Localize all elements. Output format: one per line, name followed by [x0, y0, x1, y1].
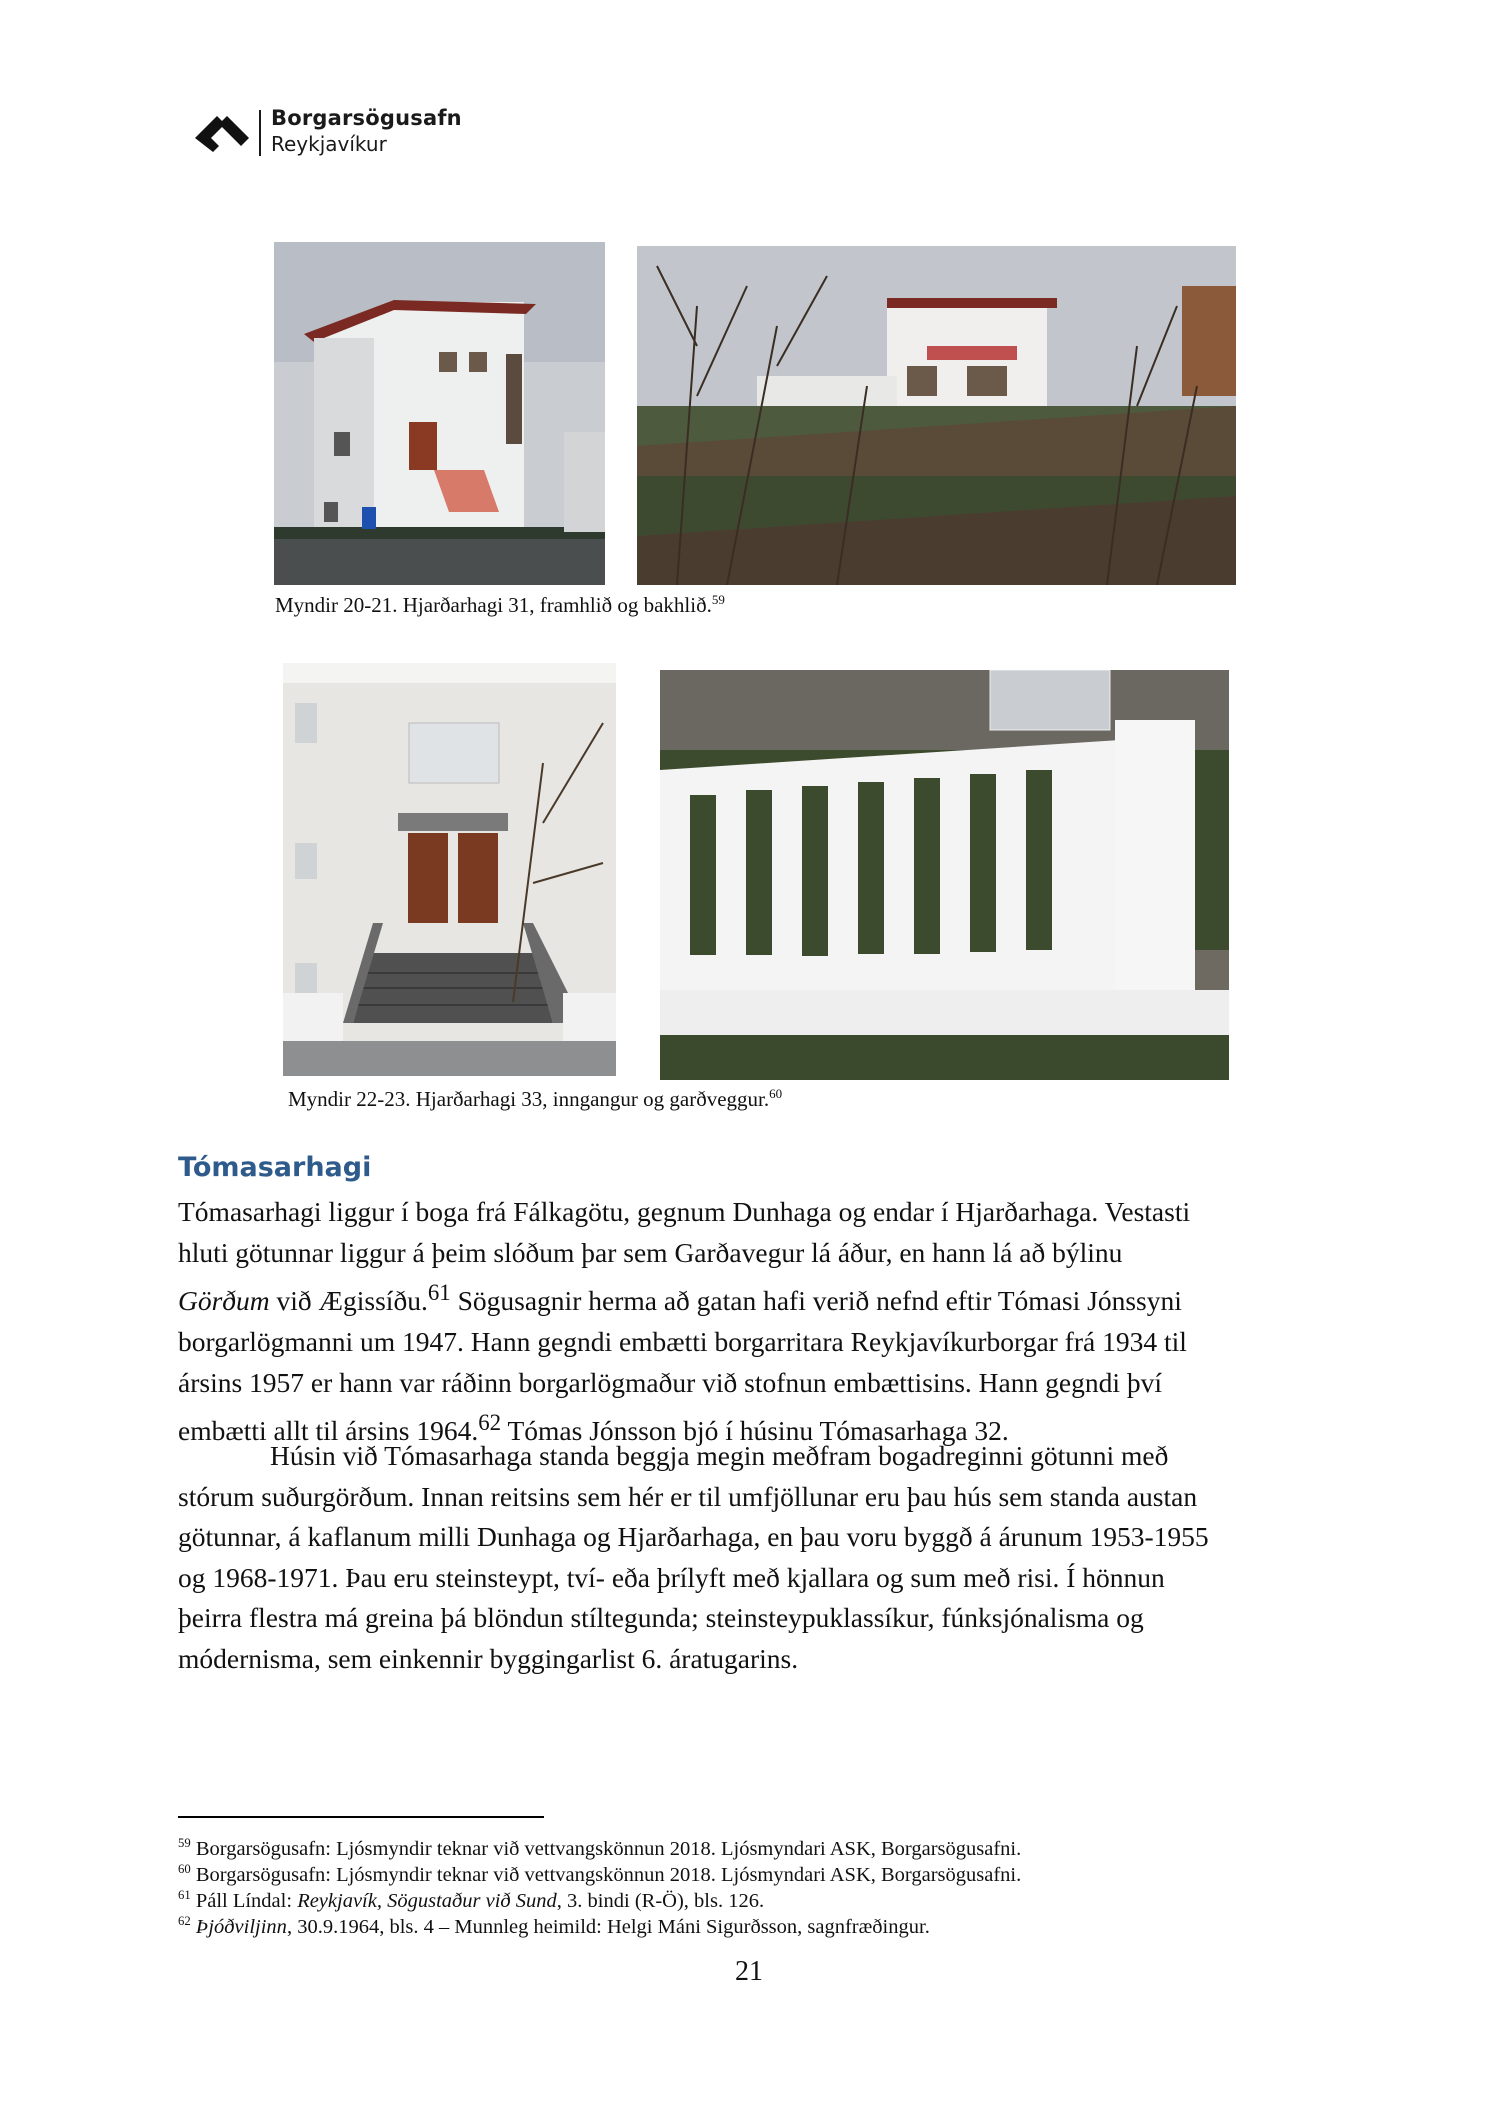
photo-hjardarhagi-33-garden-wall	[660, 670, 1229, 1080]
section-heading: Tómasarhagi	[178, 1152, 372, 1183]
text-fragment: Tómas Jónsson bjó í húsinu Tómasarhaga 32.	[501, 1415, 1009, 1447]
photo-hjardarhagi-31-front	[274, 242, 605, 585]
logo-org-city: Reykjavíkur	[271, 132, 387, 156]
paragraph-1	[178, 1192, 1318, 1452]
footnote-number: 61	[178, 1888, 191, 1903]
text-line: og 1968-1971. Þau eru steinsteypt, tví- eða þrílyft með kjallara og sum með risi. Í hönnun	[178, 1561, 1165, 1593]
text-line: ársins 1957 er hann var ráðinn borgarlögmaður við stofnun embættisins. Hann gegndi því	[178, 1366, 1162, 1398]
text-fragment: embætti allt til ársins 1964.	[178, 1415, 479, 1447]
text-line: hluti götunnar liggur á þeim slóðum þar sem Garðavegur lá áður, en hann lá að býlinu	[178, 1236, 1123, 1268]
text-fragment: við Ægissíðu.	[269, 1285, 428, 1317]
museum-logo	[195, 104, 475, 162]
caption-text: Myndir 22-23. Hjarðarhagi 33, inngangur og garðveggur.	[288, 1087, 770, 1111]
footnote-text: Borgarsögusafn: Ljósmyndir teknar við vettvangskönnun 2018. Ljósmyndari ASK, Borgarsögusafni.	[195, 1838, 1022, 1860]
footnote-60	[178, 1864, 1021, 1887]
figure-caption-22-23	[288, 1087, 782, 1112]
footnote-number: 62	[178, 1914, 191, 1929]
text-line: módernisma, sem einkennir byggingarlist 6. áratugarins.	[178, 1642, 799, 1674]
footnote-ref[interactable]: 59	[711, 592, 725, 607]
logo-mark-icon	[195, 108, 253, 156]
footnote-ref[interactable]: 62	[478, 1410, 502, 1436]
caption-text: Myndir 20-21. Hjarðarhagi 31, framhlið og bakhlið.	[275, 593, 712, 617]
footnote-ref[interactable]: 60	[769, 1086, 783, 1101]
logo-org-name: Borgarsögusafn	[271, 106, 462, 130]
text-fragment: Sögusagnir herma að gatan hafi verið nefnd eftir Tómasi Jónssyni	[450, 1285, 1182, 1317]
footnote-separator	[178, 1816, 544, 1818]
footnote-62	[178, 1916, 930, 1939]
footnote-59	[178, 1838, 1021, 1861]
footnote-text: Páll Líndal:	[195, 1890, 298, 1912]
footnote-newspaper-title: Þjóðviljinn	[195, 1916, 287, 1938]
footnote-book-title: Reykjavík, Sögustaður við Sund	[297, 1890, 557, 1912]
paragraph-2	[178, 1436, 1318, 1680]
text-line: þeirra flestra má greina þá blöndun stíltegunda; steinsteypuklassíkur, fúnksjónalisma og	[178, 1602, 1144, 1634]
page-number: 21	[735, 1956, 763, 1987]
photo-hjardarhagi-31-back	[637, 246, 1236, 585]
footnote-61	[178, 1890, 764, 1913]
footnote-text: Borgarsögusafn: Ljósmyndir teknar við vettvangskönnun 2018. Ljósmyndari ASK, Borgarsögusafni.	[195, 1864, 1022, 1886]
logo-divider	[259, 110, 261, 156]
footnote-text: , 30.9.1964, bls. 4 – Munnleg heimild: Helgi Máni Sigurðsson, sagnfræðingur.	[286, 1916, 930, 1938]
text-line: Tómasarhagi liggur í boga frá Fálkagötu, gegnum Dunhaga og endar í Hjarðarhaga. Vestasti	[178, 1196, 1191, 1227]
text-line: stórum suðurgörðum. Innan reitsins sem hér er til umfjöllunar eru þau hús sem standa austan	[178, 1480, 1198, 1512]
photo-hjardarhagi-33-entrance	[283, 663, 616, 1076]
footnote-ref[interactable]: 61	[427, 1280, 451, 1306]
footnote-text: , 3. bindi (R-Ö), bls. 126.	[556, 1890, 765, 1912]
text-line	[178, 1273, 1318, 1322]
footnote-number: 59	[178, 1836, 191, 1851]
text-line: götunnar, á kaflanum milli Dunhaga og Hjarðarhaga, en þau voru byggð á árunum 1953-1955	[178, 1521, 1209, 1553]
italic-place-name: Görðum	[178, 1285, 270, 1317]
text-line: borgarlögmanni um 1947. Hann gegndi embætti borgarritara Reykjavíkurborgar frá 1934 til	[178, 1325, 1187, 1357]
footnote-number: 60	[178, 1862, 191, 1877]
figure-caption-20-21	[275, 593, 725, 618]
text-line: Húsin við Tómasarhaga standa beggja megin meðfram bogadreginni götunni með	[270, 1440, 1169, 1471]
